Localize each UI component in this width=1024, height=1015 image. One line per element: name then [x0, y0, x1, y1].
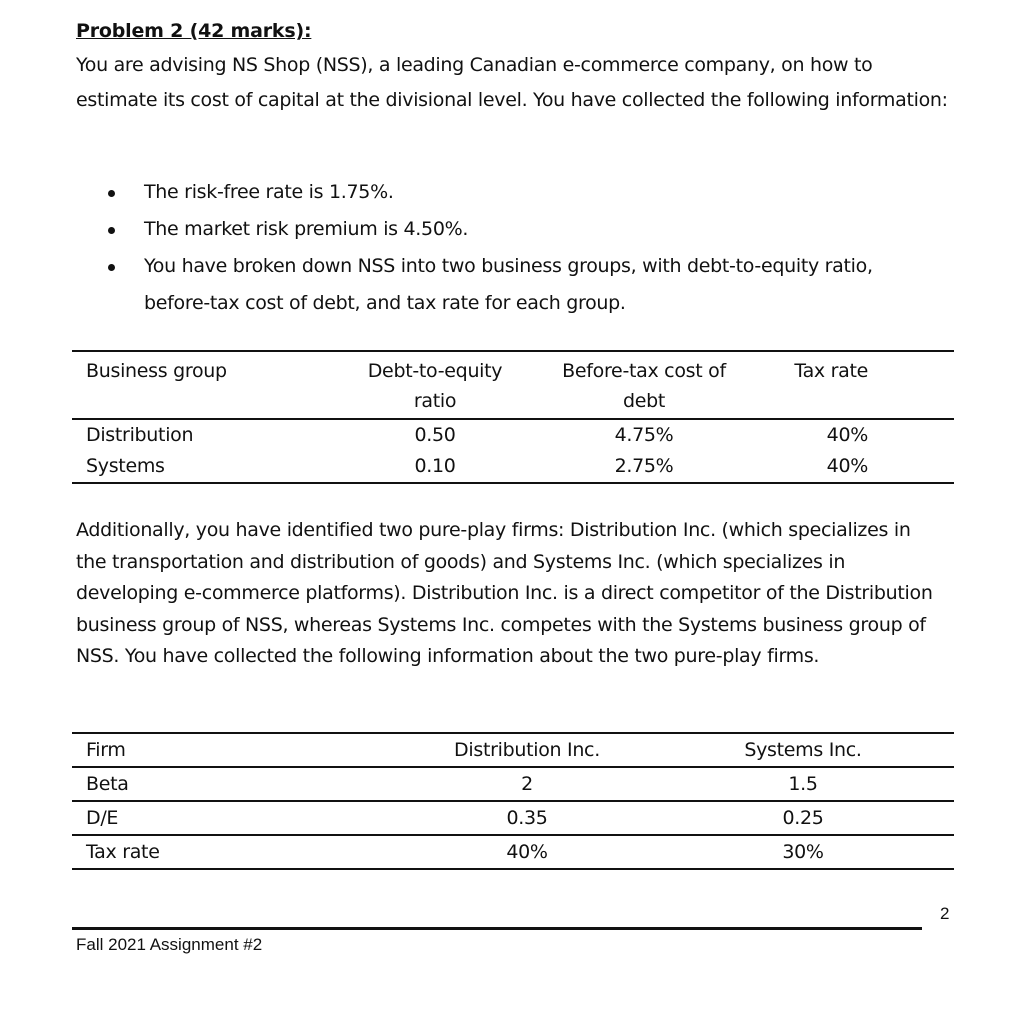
business-group-table: [72, 350, 954, 484]
table-cell: 4.75%: [614, 424, 674, 446]
table-cell: 30%: [782, 841, 824, 863]
column-header: Distribution Inc.: [402, 733, 652, 767]
column-header: Before-tax cost of debt: [528, 351, 760, 419]
info-bullet-list: [108, 174, 928, 322]
table-cell: 2: [402, 767, 652, 801]
column-header: Systems Inc.: [652, 733, 954, 767]
table-cell: Tax rate: [86, 841, 160, 863]
table-row: [72, 419, 954, 451]
table-header-row: [72, 733, 954, 767]
table-cell: Systems: [86, 455, 165, 477]
pure-play-paragraph: Additionally, you have identified two pure-play firms: Distribution Inc. (which specializes in the transportation and distribution of goods) and Systems Inc. (which specializes in developing e-commerce platforms). Distribution Inc. is a direct competitor of the Distribution business group of NSS, whereas Systems Inc. competes with the Systems business group of NSS. You have collected the following information about the two pure-play firms.: [76, 519, 933, 667]
footer-divider: [72, 927, 922, 930]
table-cell: 0.50: [414, 424, 456, 446]
table-cell: Distribution: [86, 424, 194, 446]
bullet-item: [108, 211, 928, 248]
column-header: Firm: [72, 733, 402, 767]
problem-title: Problem 2 (42 marks):: [76, 20, 312, 42]
table-row: [72, 835, 954, 869]
pure-play-table: [72, 732, 954, 870]
table-header-row: [72, 351, 954, 419]
bullet-icon: [108, 190, 115, 197]
table-cell: 40%: [506, 841, 548, 863]
column-header: Business group: [72, 351, 342, 419]
table-row: [72, 767, 954, 801]
table-cell: 2.75%: [614, 455, 674, 477]
bullet-icon: [108, 264, 115, 271]
table-row: [72, 801, 954, 835]
table-cell: 40%: [826, 424, 868, 446]
bullet-text: You have broken down NSS into two business groups, with debt-to-equity ratio, before-tax cost of debt, and tax rate for each group.: [144, 255, 873, 314]
bullet-icon: [108, 227, 115, 234]
bullet-item: [108, 248, 928, 322]
table-cell: 40%: [826, 455, 868, 477]
bullet-item: [108, 174, 928, 211]
table-cell: 0.10: [414, 455, 456, 477]
table-cell: 0.35: [402, 801, 652, 835]
footer-text: Fall 2021 Assignment #2: [76, 935, 263, 954]
bullet-text: The risk-free rate is 1.75%.: [144, 181, 394, 203]
table-row: [72, 451, 954, 483]
table-cell: Beta: [72, 767, 402, 801]
bullet-text: The market risk premium is 4.50%.: [144, 218, 469, 240]
column-header: Tax rate: [760, 351, 954, 419]
table-cell: 1.5: [652, 767, 954, 801]
column-header: Debt-to-equity ratio: [342, 351, 528, 419]
intro-paragraph: You are advising NS Shop (NSS), a leading Canadian e-commerce company, on how to estimate its cost of capital at the divisional level. You have collected the following information:: [76, 54, 948, 111]
table-cell: D/E: [72, 801, 402, 835]
page-number: 2: [940, 904, 950, 923]
table-cell: 0.25: [652, 801, 954, 835]
